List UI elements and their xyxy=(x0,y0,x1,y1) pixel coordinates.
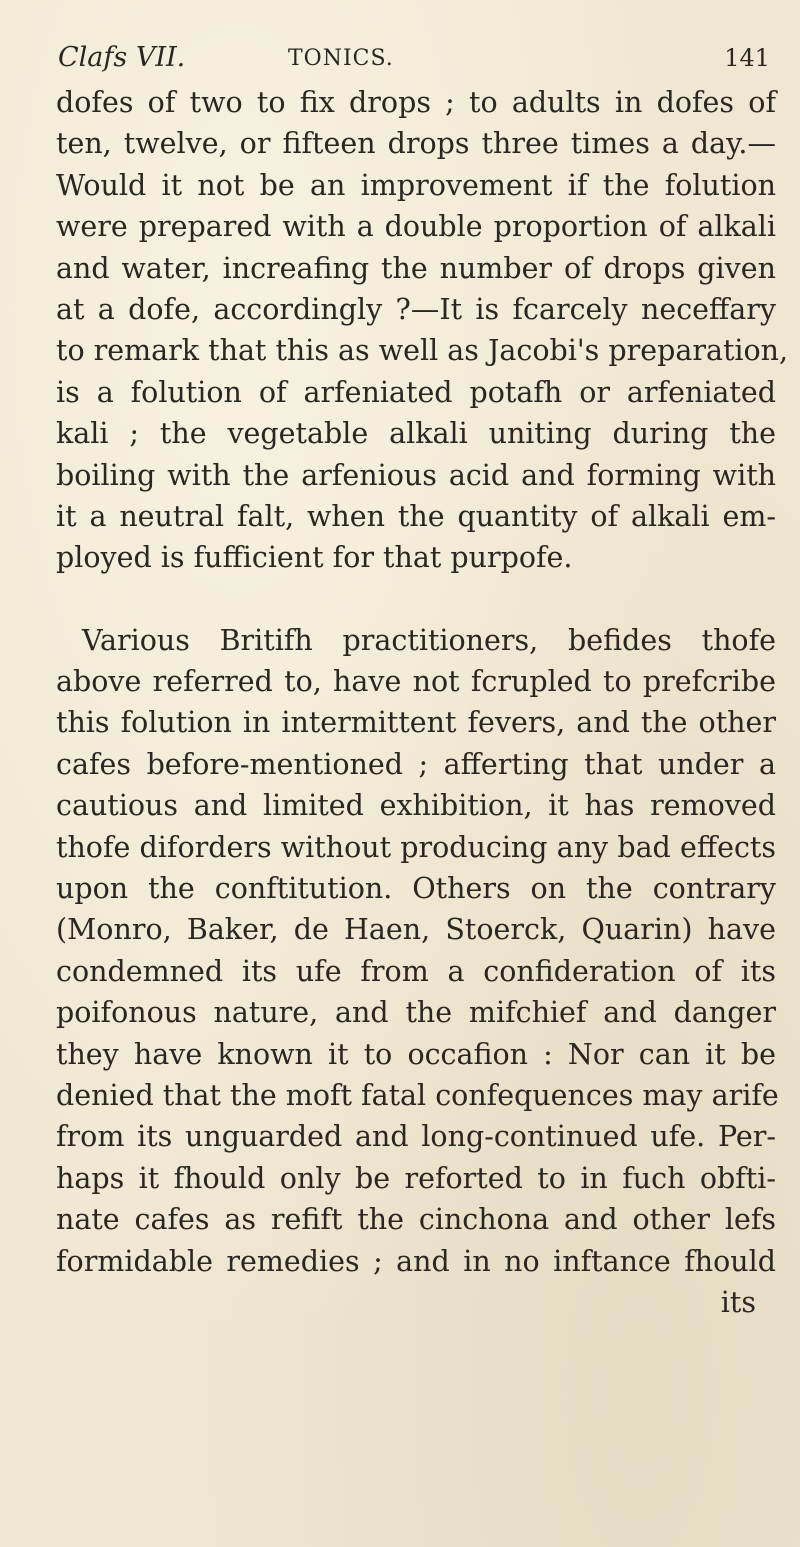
text-line: haps it fhould only be reforted to in fuch obfti- xyxy=(56,1161,776,1195)
class-label: Clafs VII. xyxy=(58,42,186,73)
text-line: above referred to, have not fcrupled to prefcribe xyxy=(56,665,776,699)
paragraph-2 xyxy=(56,620,779,1282)
running-header xyxy=(58,42,770,82)
text-line: nate cafes as refift the cinchona and other lefs xyxy=(56,1203,776,1237)
text-line: poifonous nature, and the mifchief and danger xyxy=(56,996,776,1030)
text-line: ployed is fufficient for that purpofe. xyxy=(56,541,573,575)
text-line: this folution in intermittent fevers, and the other xyxy=(56,706,776,740)
text-line: formidable remedies ; and in no inftance fhould xyxy=(56,1244,776,1278)
page-number: 141 xyxy=(724,44,770,72)
paragraph-1 xyxy=(56,82,789,579)
text-line: thofe diforders without producing any bad effects xyxy=(56,830,776,864)
text-line: Would it not be an improvement if the folution xyxy=(56,168,776,202)
catchword: its xyxy=(720,1285,756,1319)
text-line: is a folution of arfeniated potafh or arfeniated xyxy=(56,375,776,409)
text-line: condemned its ufe from a confideration of its xyxy=(56,954,776,988)
body-text xyxy=(56,82,789,1323)
text-line: (Monro, Baker, de Haen, Stoerck, Quarin) have xyxy=(56,913,776,947)
text-line: and water, increafing the number of drops given xyxy=(56,251,776,285)
text-line: to remark that this as well as Jacobi's preparation, xyxy=(56,334,789,368)
text-line: at a dofe, accordingly ?—It is fcarcely neceffary xyxy=(56,292,776,326)
text-line: were prepared with a double proportion of alkali xyxy=(56,210,776,244)
section-title: TONICS. xyxy=(288,46,394,71)
text-line: cautious and limited exhibition, it has removed xyxy=(56,789,776,823)
text-line: upon the conftitution. Others on the contrary xyxy=(56,872,776,906)
text-line: ten, twelve, or fifteen drops three times a day.— xyxy=(56,127,776,161)
text-line: kali ; the vegetable alkali uniting during the xyxy=(56,417,776,451)
text-line: Various Britifh practitioners, befides thofe xyxy=(82,623,776,657)
text-line: from its unguarded and long-continued ufe. Per- xyxy=(56,1120,776,1154)
text-line: boiling with the arfenious acid and forming with xyxy=(56,458,776,492)
text-line: cafes before-mentioned ; afferting that under a xyxy=(56,747,776,781)
text-line: dofes of two to fix drops ; to adults in dofes of xyxy=(56,86,776,119)
text-line: they have known it to occafion : Nor can it be xyxy=(56,1037,776,1071)
text-line: it a neutral falt, when the quantity of alkali em- xyxy=(56,499,776,533)
paragraph-gap xyxy=(56,579,776,620)
text-line: denied that the moft fatal confequences may arife xyxy=(56,1078,779,1112)
